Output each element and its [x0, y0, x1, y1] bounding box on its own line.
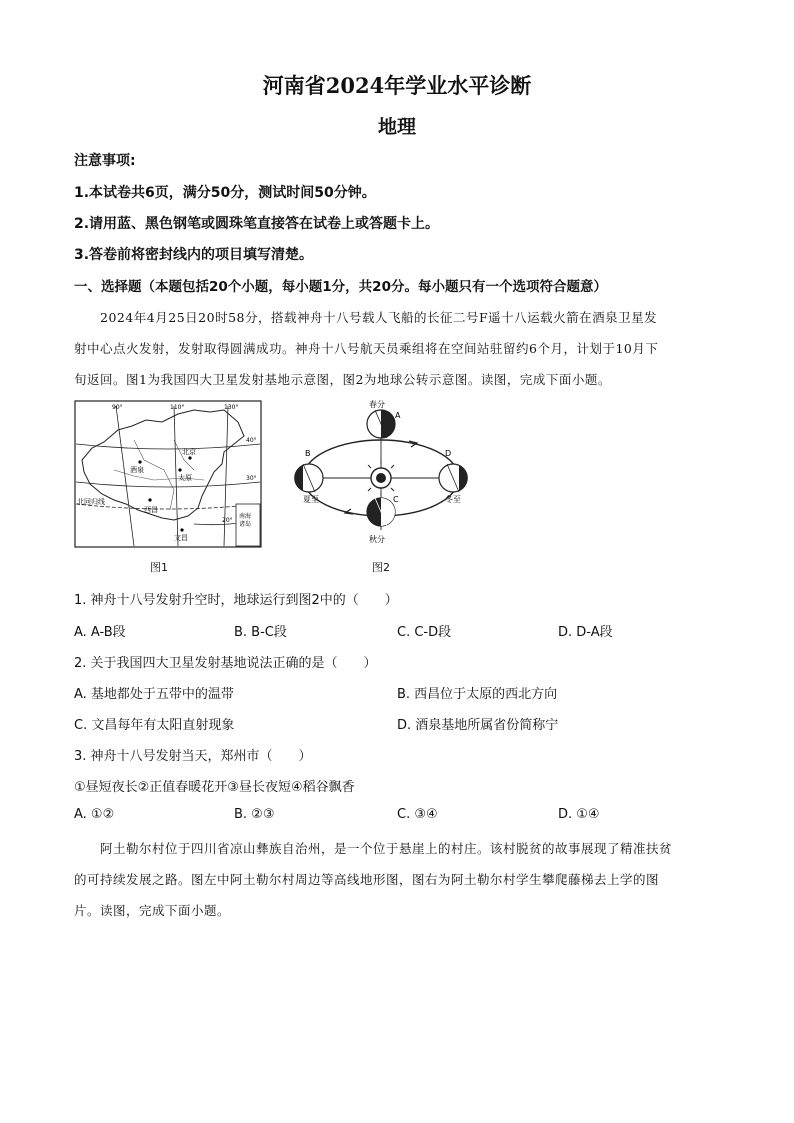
q1-option-a: A. A-B段	[74, 625, 126, 640]
label-c: C	[393, 495, 399, 504]
place-jiuquan: 酒泉	[130, 466, 144, 474]
label-spring: 春分	[369, 400, 385, 409]
q1-option-c: C. C-D段	[397, 625, 452, 640]
passage1-line-3: 旬返回。图1为我国四大卫星发射基地示意图，图2为地球公转示意图。读图，完成下面小题。	[74, 372, 611, 387]
passage2-line-2: 的可持续发展之路。图左中阿土勒尔村周边等高线地形图，图右为阿土勒尔村学生攀爬藤梯去上学的图	[74, 872, 660, 887]
q3-option-a: A. ①②	[74, 807, 115, 822]
place-tropic: 北回归线	[77, 498, 105, 506]
xichang-dot	[148, 498, 151, 501]
inset-label-2: 诸岛	[239, 521, 252, 528]
figure1-caption: 图1	[150, 561, 168, 574]
label-summer: 夏至	[303, 495, 319, 504]
taiyuan-dot	[178, 468, 181, 471]
label-d: D	[445, 449, 452, 458]
lat-label-20: 20°	[222, 517, 233, 524]
label-winter: 冬至	[445, 495, 461, 504]
passage2-line-1: 阿土勒尔村位于四川省凉山彝族自治州，是一个位于悬崖上的村庄。该村脱贫的故事展现了精准扶贫	[100, 841, 673, 856]
q1-option-b: B. B-C段	[234, 625, 287, 640]
label-autumn: 秋分	[369, 535, 385, 544]
earth-winter	[439, 464, 468, 492]
q1-option-d: D. D-A段	[558, 625, 613, 640]
passage2-line-3: 片。读图，完成下面小题。	[74, 903, 231, 918]
q2-option-d: D. 酒泉基地所属省份简称宁	[397, 718, 559, 733]
q2-option-a: A. 基地都处于五带中的温带	[74, 687, 234, 702]
jiuquan-dot	[138, 460, 141, 463]
notice-item-3: 3.答卷前将密封线内的项目填写清楚。	[74, 247, 314, 263]
exam-subject: 地理	[377, 116, 416, 138]
q2-stem: 2. 关于我国四大卫星发射基地说法正确的是（ ）	[74, 656, 377, 671]
label-b: B	[305, 449, 311, 458]
lon-label-110: 110°	[170, 404, 185, 411]
orbit-arrow-bottom	[345, 509, 353, 514]
notice-item-1: 1.本试卷共6页，满分50分，测试时间50分钟。	[74, 185, 376, 201]
notice-heading: 注意事项:	[74, 153, 136, 169]
label-a: A	[395, 411, 401, 420]
place-taiyuan: 太原	[178, 474, 192, 482]
figure2-caption: 图2	[372, 561, 390, 574]
q1-stem: 1. 神舟十八号发射升空时，地球运行到图2中的（ ）	[74, 593, 398, 608]
lat-label-30: 30°	[246, 475, 257, 482]
beijing-dot	[188, 456, 191, 459]
section-heading: 一、选择题（本题包括20个小题，每小题1分，共20分。每小题只有一个选项符合题意）	[74, 279, 607, 295]
exam-title: 河南省2024年学业水平诊断	[262, 73, 532, 98]
earth-spring	[367, 410, 395, 438]
wenchang-dot	[180, 528, 183, 531]
q3-statements: ①昼短夜长②正值春暖花开③昼长夜短④稻谷飘香	[74, 780, 355, 795]
q3-option-b: B. ②③	[234, 807, 275, 822]
q3-option-c: C. ③④	[397, 807, 438, 822]
lat-label-40: 40°	[246, 437, 257, 444]
lon-label-90: 90°	[112, 404, 123, 411]
q2-option-c: C. 文昌每年有太阳直射现象	[74, 718, 235, 733]
passage1-line-1: 2024年4月25日20时58分，搭载神舟十八号载人飞船的长征二号F遥十八运载火箭在酒泉卫星发	[100, 310, 658, 325]
q3-stem: 3. 神舟十八号发射当天，郑州市（ ）	[74, 749, 312, 764]
notice-item-2: 2.请用蓝、黑色钢笔或圆珠笔直接答在试卷上或答题卡上。	[74, 216, 440, 232]
earth-summer	[294, 464, 323, 492]
passage1-line-2: 射中心点火发射，发射取得圆满成功。神舟十八号航天员乘组将在空间站驻留约6个月，计划于10月下	[74, 341, 659, 356]
map-frame	[75, 401, 261, 547]
figure1-map	[74, 400, 262, 548]
q2-option-b: B. 西昌位于太原的西北方向	[397, 687, 558, 702]
q3-option-d: D. ①④	[558, 807, 600, 822]
lon-label-130: 130°	[224, 404, 239, 411]
earth-autumn	[367, 498, 395, 526]
place-wenchang: 文昌	[174, 534, 188, 542]
place-beijing: 北京	[182, 448, 196, 456]
figure2-orbit	[285, 398, 475, 548]
place-xichang: 西昌	[144, 506, 158, 514]
orbit-arrow-top	[409, 441, 417, 447]
inset-label-1: 南海	[239, 513, 252, 520]
